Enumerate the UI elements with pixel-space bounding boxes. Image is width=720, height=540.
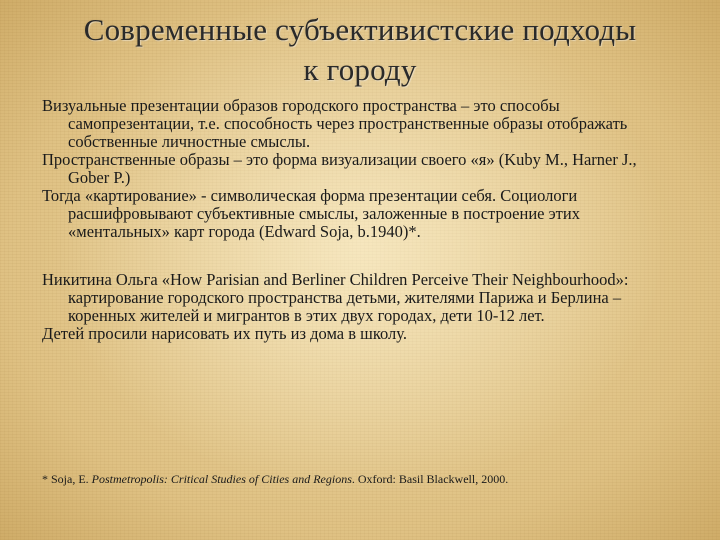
spacer — [42, 241, 682, 271]
footnote-prefix: * Soja, E. — [42, 472, 92, 486]
paragraph-spatial-images: Пространственные образы – это форма визуализации своего «я» (Kuby M., Harner J., Gober P.) — [42, 150, 637, 187]
paragraph-visual-presentations: Визуальные презентации образов городского пространства – это способы самопрезентации, т.е. способность через пространственные образы отображать собственные личностные смыслы. — [42, 96, 628, 151]
paragraph-nikitina-study: Никитина Ольга «How Parisian and Berliner Children Perceive Their Neighbourhood»: картирование городского пространства детьми, жителями Парижа и Берлина – коренных жителей и мигрантов в этих двух городах, дети 10-12 лет. — [42, 270, 629, 325]
paragraph-children-task: Детей просили нарисовать их путь из дома в школу. — [42, 324, 408, 343]
paragraph-mapping: Тогда «картирование» - символическая форма презентации себя. Социологи расшифровывают субъективные смыслы, заложенные в построение этих «ментальных» карт города (Edward Soja, b.1940)*. — [42, 186, 580, 241]
slide-title-line-1: Современные субъективистские подходы — [83, 12, 637, 47]
slide-title — [30, 10, 690, 90]
footnote-suffix: . Oxford: Basil Blackwell, 2000. — [351, 472, 509, 486]
slide-title-line-2: к городу — [303, 52, 417, 87]
footnote-book-title: Postmetropolis: Critical Studies of Cities and Regions — [91, 472, 352, 486]
slide-body — [42, 97, 682, 343]
footnote — [42, 472, 682, 486]
